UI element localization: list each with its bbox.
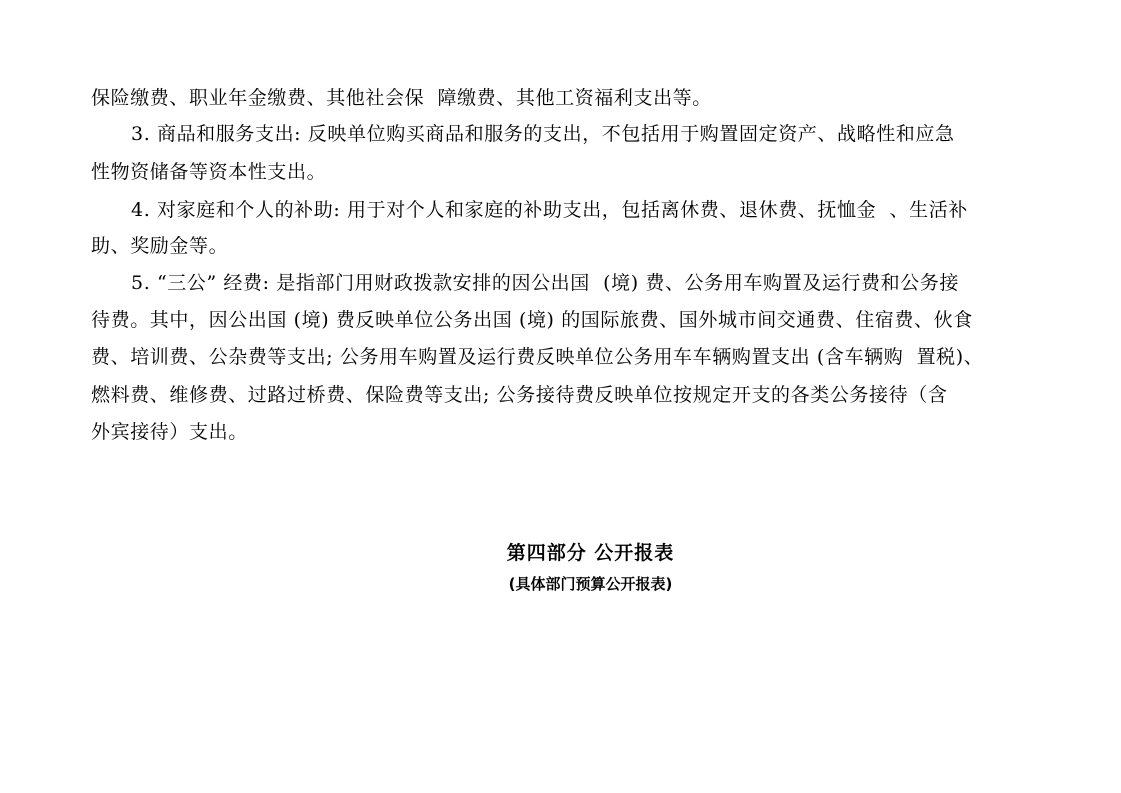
body-line: 3. 商品和服务支出: 反映单位购买商品和服务的支出，不包括用于购置固定资产、战略性和应急 (131, 123, 955, 145)
body-line: 性物资储备等资本性支出。 (91, 161, 327, 183)
body-line: 待费。其中，因公出国 (境) 费反映单位公务出国 (境) 的国际旅费、国外城市间交通费、住宿费、伙食 (91, 309, 973, 331)
section-subtitle: (具体部门预算公开报表) (508, 575, 673, 593)
body-line: 保险缴费、职业年金缴费、其他社会保 障缴费、其他工资福利支出等。 (91, 87, 712, 109)
body-line: 外宾接待）支出。 (91, 421, 248, 443)
body-line: 5. “三公” 经费: 是指部门用财政拨款安排的因公出国 (境) 费、公务用车购置及运行费和公务接 (131, 272, 960, 294)
body-line: 燃料费、维修费、过路过桥费、保险费等支出; 公务接待费反映单位按规定开支的各类公务接待（含 (91, 384, 948, 406)
body-line: 4. 对家庭和个人的补助: 用于对个人和家庭的补助支出，包括离休费、退休费、抚恤金 、生活补 (131, 199, 968, 221)
body-line: 费、培训费、公杂费等支出; 公务用车购置及运行费反映单位公务用车车辆购置支出 (含车辆购 置税)、 (91, 346, 984, 368)
body-line: 助、奖励金等。 (91, 235, 229, 257)
section-title: 第四部分 公开报表 (506, 542, 675, 564)
